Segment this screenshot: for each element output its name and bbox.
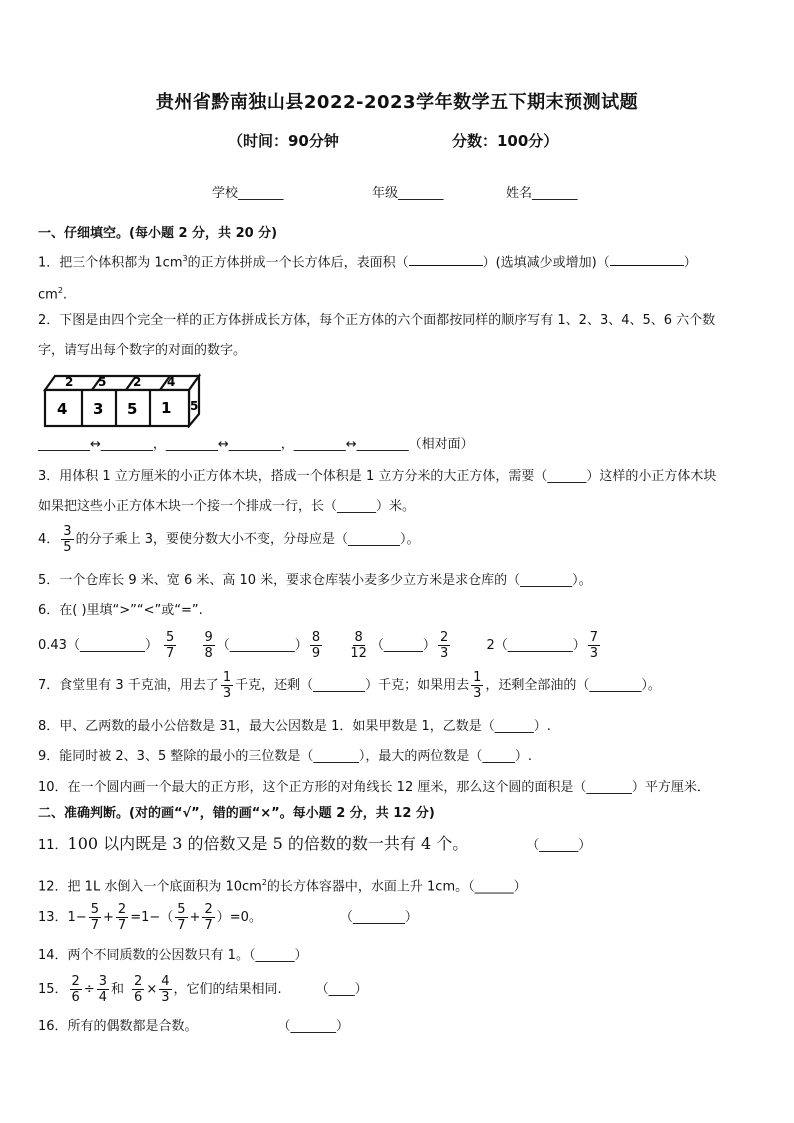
fraction: $\frac{3}{5}$ <box>63 524 72 555</box>
q11-blank[interactable]: （______） <box>526 838 592 853</box>
cube-front-label: 1 <box>161 399 172 417</box>
question-2-answer[interactable]: ________↔________，________↔________，________↔________（相对面） <box>38 437 474 452</box>
question-9: 9．能同时被 2、3、5 整除的最小的三位数是（_______），最大的两位数是（_____）. <box>38 749 532 764</box>
question-7: 7．食堂里有 3 千克油，用去了 $\frac{1}{3}$ 千克，还剩（________）千克；如果用去 $\frac{1}{3}$ ，还剩全部油的（________）。 <box>38 670 661 701</box>
question-12: 12．把 1L 水倒入一个底面积为 $10cm^2$的长方体容器中，水面上升 1cm。（______） <box>38 878 527 895</box>
question-3-line-2: 如果把这些小正方体木块一个接一个排成一行，长（______）米。 <box>38 499 416 514</box>
q13-blank[interactable]: （________） <box>339 910 418 925</box>
q1-blank-2[interactable] <box>610 265 684 266</box>
cube-side-label: 5 <box>190 399 199 413</box>
q16-blank[interactable]: （_______） <box>277 1019 350 1034</box>
question-5: 5．一个仓库长 9 米、宽 6 米、高 10 米，要求仓库装小麦多少立方米是求仓库的（________）。 <box>38 573 592 588</box>
cube-figure <box>42 372 204 428</box>
question-4: 4． $\frac{3}{5}$ 的分子乘上 3，要使分数大小不变，分母应是（________）。 <box>38 524 420 555</box>
question-11: 11．100 以内既是 3 的倍数又是 5 的倍数的数一共有 4 个。 （______） <box>38 834 592 853</box>
question-6-items: 0.43（__________） $\frac{5}{7}$ $\frac{9}{8}$ （__________） $\frac{8}{9}$ $\frac{8}{12}$ （______） $\frac{2}{3}$ 2（__________） $\frac{7}{3}$ <box>38 630 599 661</box>
question-16: 16．所有的偶数都是合数。 （_______） <box>38 1019 350 1034</box>
question-10: 10．在一个圆内画一个最大的正方形，这个正方形的对角线长 12 厘米，那么这个圆的面积是（_______）平方厘米． <box>38 780 710 795</box>
score-label: 分数：100分） <box>452 132 559 150</box>
cube-top-label: 5 <box>98 375 107 389</box>
school-field[interactable]: 学校_______ <box>212 186 284 201</box>
section-one-heading: 一、仔细填空。(每小题 2 分，共 20 分) <box>38 226 278 241</box>
question-8: 8．甲、乙两数的最小公倍数是 31，最大公因数是 1．如果甲数是 1，乙数是（______）. <box>38 719 551 734</box>
section-two-heading: 二、准确判断。(对的画“√”，错的画“×”。每小题 2 分，共 12 分) <box>38 806 435 821</box>
question-3-line-1: 3．用体积 1 立方厘米的小正方体木块，搭成一个体积是 1 立方分米的大正方体，需要（______）这样的小正方体木块 <box>38 469 717 484</box>
question-15: 15． $\frac{2}{6}$ ÷ $\frac{3}{4}$ 和 $\frac{2}{6}$ × $\frac{4}{3}$ ，它们的结果相同. （____） <box>38 974 368 1005</box>
page-title: 贵州省黔南独山县2022-2023学年数学五下期末预测试题 <box>155 92 639 113</box>
question-2-line-1: 2．下图是由四个完全一样的正方体拼成长方体，每个正方体的六个面都按同样的顺序写有 1、2、3、4、5、6 六个数 <box>38 313 716 328</box>
cube-front-label: 4 <box>57 400 68 418</box>
question-2-line-2: 字，请写出每个数字的对面的数字。 <box>38 343 247 358</box>
cube-top-label: 4 <box>167 375 176 389</box>
cube-front-label: 5 <box>127 400 138 418</box>
question-6: 6．在( )里填“>”“<”或“=”. <box>38 603 203 618</box>
question-1-unit: $cm^2$. <box>38 286 68 303</box>
name-field[interactable]: 姓名_______ <box>506 186 578 201</box>
q15-blank[interactable]: （____） <box>315 982 368 997</box>
question-14: 14．两个不同质数的公因数只有 1。（______） <box>38 948 308 963</box>
q1-blank-1[interactable] <box>409 265 483 266</box>
question-1: 1．把三个体积都为 $1cm^3$的正方体拼成一个长方体后，表面积（ ）(选填减少或增加)（ ） <box>38 254 697 271</box>
question-13: 13．1− $\frac{5}{7}$ + $\frac{2}{7}$ =1−（ $\frac{5}{7}$ + $\frac{2}{7}$ ）=0。 （________） <box>38 902 418 933</box>
cube-front-label: 3 <box>93 400 104 418</box>
cube-top-label: 2 <box>133 375 142 389</box>
time-label: （时间：90分钟 <box>228 132 339 150</box>
cube-top-label: 2 <box>65 375 74 389</box>
grade-field[interactable]: 年级_______ <box>372 186 444 201</box>
